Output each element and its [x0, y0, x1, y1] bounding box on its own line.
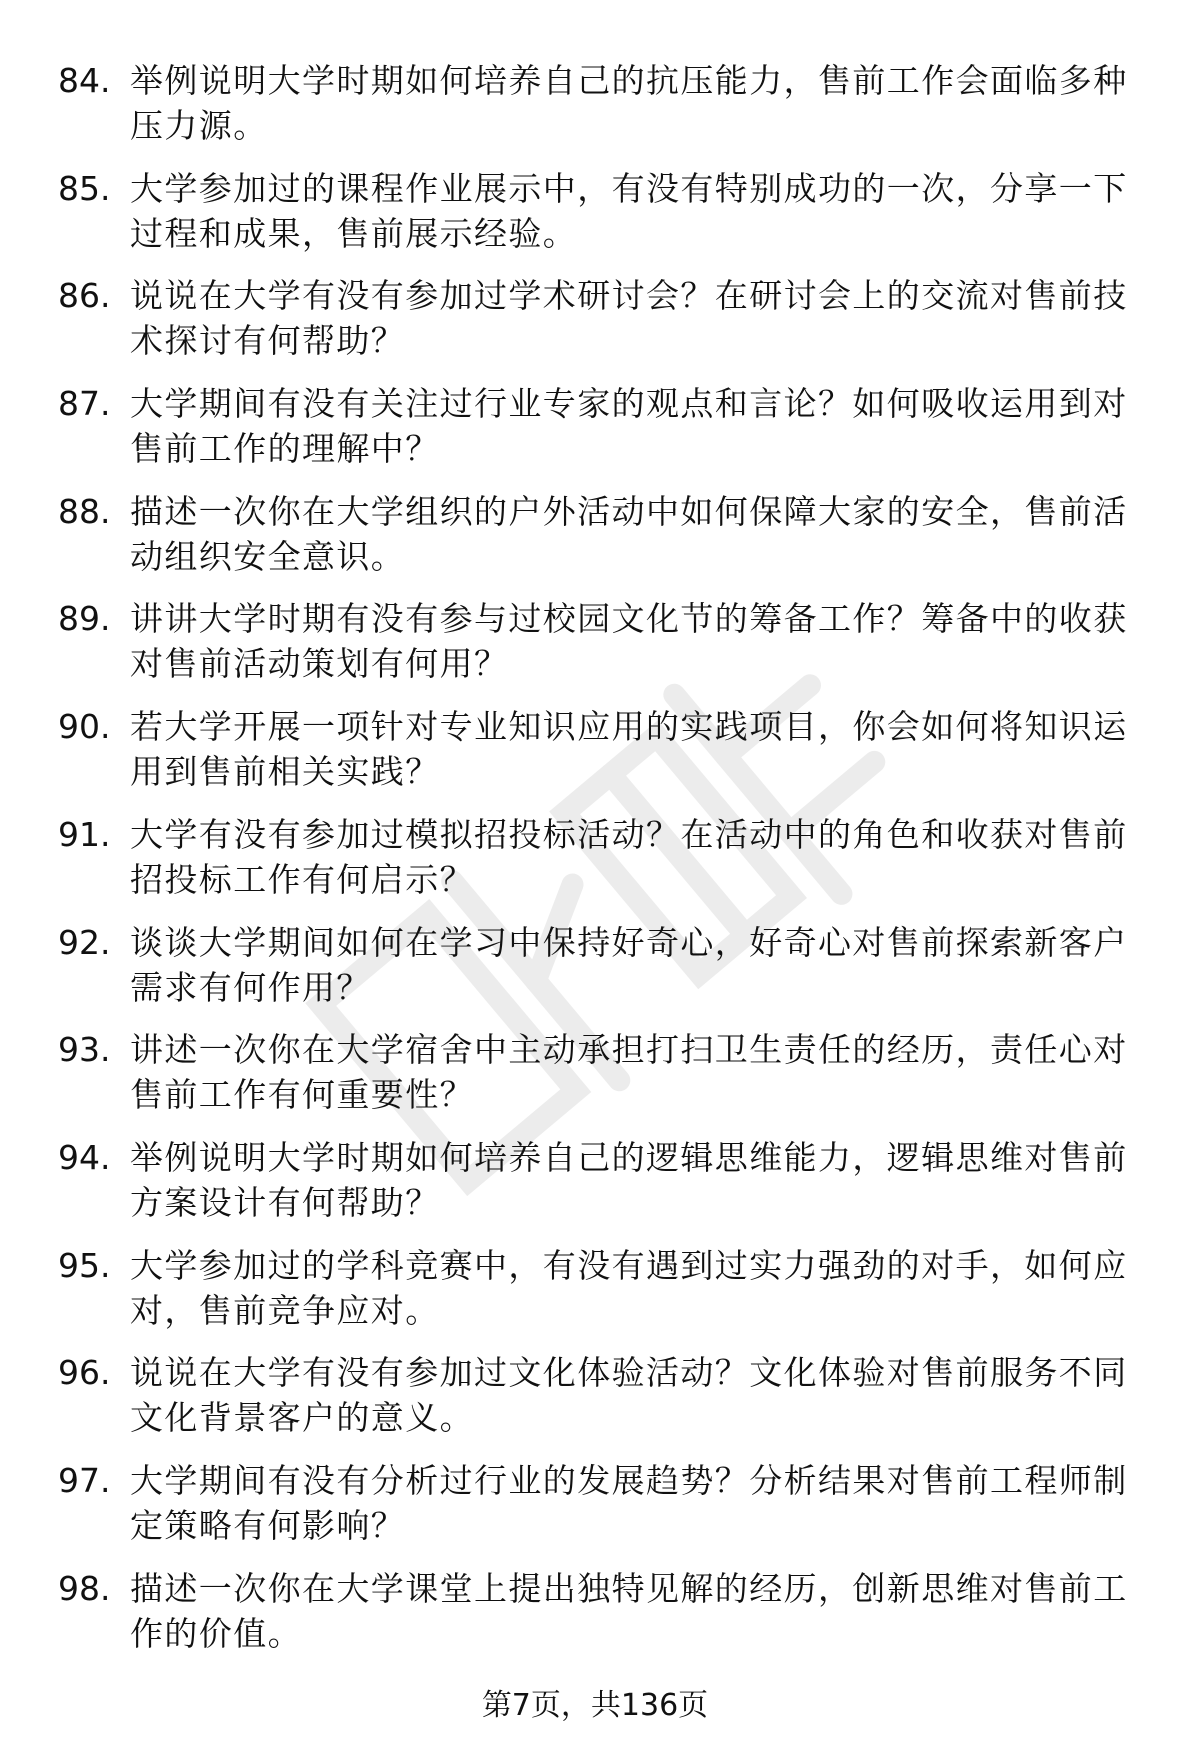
question-number: 91. — [58, 814, 111, 854]
question-number: 88. — [58, 491, 111, 531]
question-text: 大学有没有参加过模拟招投标活动？在活动中的角色和收获对售前招投标工作有何启示？ — [130, 814, 1128, 899]
question-item — [58, 166, 1148, 274]
question-text: 描述一次你在大学课堂上提出独特见解的经历，创新思维对售前工作的价值。 — [130, 1568, 1128, 1653]
question-text: 大学期间有没有关注过行业专家的观点和言论？如何吸收运用到对售前工作的理解中？ — [130, 384, 1128, 469]
question-item — [58, 1135, 1148, 1243]
question-number: 85. — [58, 168, 111, 208]
question-text: 描述一次你在大学组织的户外活动中如何保障大家的安全，售前活动组织安全意识。 — [130, 491, 1128, 576]
question-number: 95. — [58, 1245, 111, 1285]
question-text: 讲述一次你在大学宿舍中主动承担打扫卫生责任的经历，责任心对售前工作有何重要性？ — [130, 1030, 1128, 1115]
question-number: 87. — [58, 384, 111, 424]
question-text: 举例说明大学时期如何培养自己的逻辑思维能力，逻辑思维对售前方案设计有何帮助？ — [130, 1137, 1128, 1222]
question-text: 谈谈大学期间如何在学习中保持好奇心，好奇心对售前探索新客户需求有何作用？ — [130, 922, 1128, 1007]
page-footer: 第7页，共136页 — [481, 1688, 709, 1723]
question-number: 96. — [58, 1353, 111, 1393]
question-item — [58, 58, 1148, 166]
question-text: 说说在大学有没有参加过文化体验活动？文化体验对售前服务不同文化背景客户的意义。 — [130, 1353, 1128, 1438]
question-number: 92. — [58, 922, 111, 962]
question-item — [58, 704, 1148, 812]
question-number: 94. — [58, 1137, 111, 1177]
question-item — [58, 1350, 1148, 1458]
question-text: 说说在大学有没有参加过学术研讨会？在研讨会上的交流对售前技术探讨有何帮助？ — [130, 276, 1128, 361]
question-item — [58, 1458, 1148, 1566]
question-text: 若大学开展一项针对专业知识应用的实践项目，你会如何将知识运用到售前相关实践？ — [130, 707, 1128, 792]
question-text: 举例说明大学时期如何培养自己的抗压能力，售前工作会面临多种压力源。 — [130, 61, 1128, 145]
question-text: 讲讲大学时期有没有参与过校园文化节的筹备工作？筹备中的收获对售前活动策划有何用？ — [130, 599, 1128, 684]
question-number: 89. — [58, 599, 111, 639]
question-text: 大学参加过的课程作业展示中，有没有特别成功的一次，分享一下过程和成果，售前展示经验。 — [130, 168, 1128, 253]
question-number: 84. — [58, 61, 111, 100]
question-number: 90. — [58, 707, 111, 747]
question-item — [58, 1027, 1148, 1135]
question-item — [58, 273, 1148, 381]
question-item — [58, 1243, 1148, 1351]
question-item — [58, 920, 1148, 1028]
question-item — [58, 489, 1148, 597]
question-item — [58, 381, 1148, 489]
question-number: 86. — [58, 276, 111, 316]
question-list — [58, 58, 1148, 1673]
question-text: 大学参加过的学科竞赛中，有没有遇到过实力强劲的对手，如何应对，售前竞争应对。 — [130, 1245, 1128, 1330]
question-item — [58, 596, 1148, 704]
question-item — [58, 812, 1148, 920]
question-item — [58, 1566, 1148, 1674]
question-text: 大学期间有没有分析过行业的发展趋势？分析结果对售前工程师制定策略有何影响？ — [130, 1460, 1128, 1545]
question-number: 97. — [58, 1460, 111, 1500]
question-number: 98. — [58, 1568, 111, 1608]
question-number: 93. — [58, 1030, 111, 1070]
